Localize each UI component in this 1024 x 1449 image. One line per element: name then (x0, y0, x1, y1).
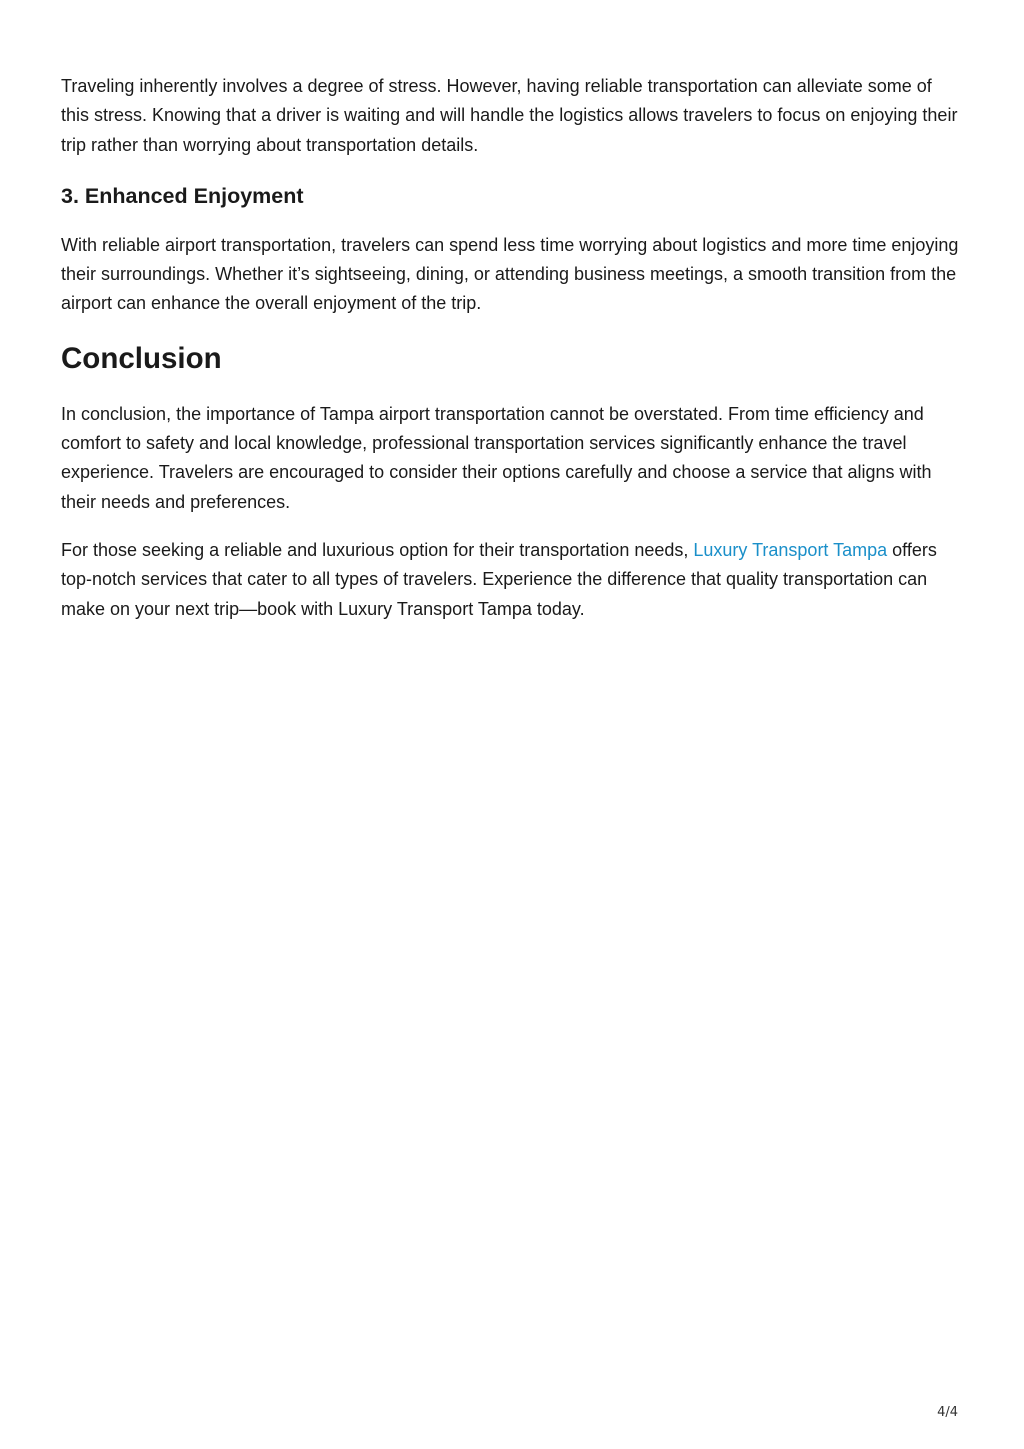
section-heading-enhanced-enjoyment: 3. Enhanced Enjoyment (61, 183, 304, 208)
conclusion-paragraph-1: In conclusion, the importance of Tampa airport transportation cannot be overstated. From time efficiency and comfort to safety and local knowledge, professional transportation services significantly enhance the travel experience. Travelers are encouraged to consider their options carefully and choose a service that aligns with their needs and preferences. (61, 403, 932, 512)
enhanced-enjoyment-paragraph: With reliable airport transportation, travelers can spend less time worrying about logistics and more time enjoying their surroundings. Whether it’s sightseeing, dining, or attending business meetings, a smooth transition from the airport can enhance the overall enjoyment of the trip. (61, 234, 959, 314)
conclusion-paragraph-2-text-end: offers top-notch services that cater to all types of travelers. Experience the difference that quality transportation can make on your next trip—book with Luxury Transport Tampa today. (61, 539, 937, 619)
conclusion-paragraph-2-text-start: For those seeking a reliable and luxurious option for their transportation needs, (61, 539, 694, 560)
conclusion-paragraph-2 (61, 536, 961, 624)
luxury-transport-tampa-link[interactable]: Luxury Transport Tampa (693, 539, 888, 560)
intro-paragraph: Traveling inherently involves a degree of stress. However, having reliable transportation can alleviate some of this stress. Knowing that a driver is waiting and will handle the logistics allows travelers to focus on enjoying their trip rather than worrying about transportation details. (61, 76, 958, 155)
document-page (61, 72, 961, 624)
page-number: 4/4 (937, 1405, 958, 1420)
conclusion-heading: Conclusion (61, 341, 222, 375)
